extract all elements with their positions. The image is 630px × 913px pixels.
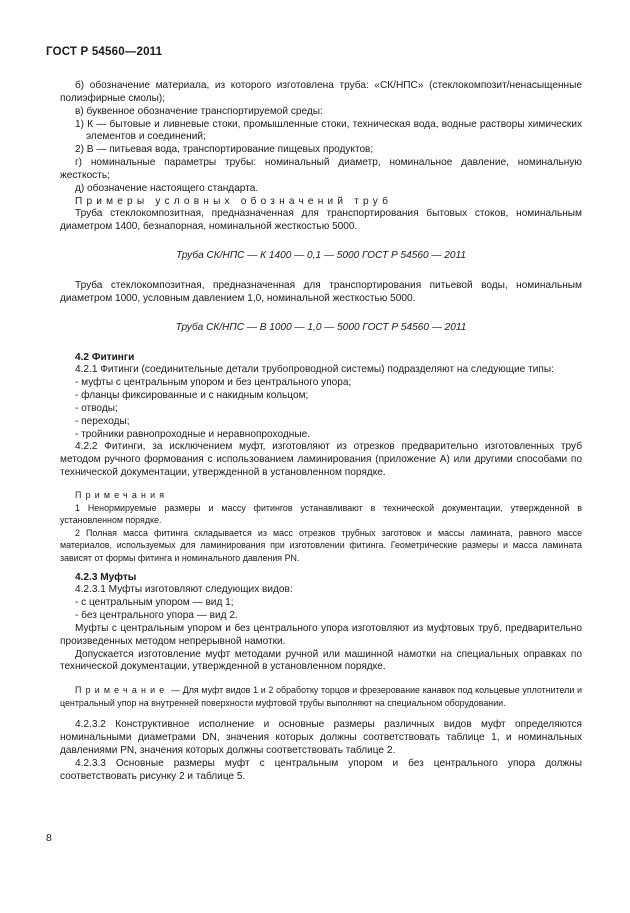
page-number: 8 (46, 832, 52, 844)
paragraph-4-2-3-1: 4.2.3.1 Муфты изготовляют следующих видов: (75, 584, 293, 596)
note-couplings (60, 684, 582, 709)
section-heading-4-2-3: 4.2.3 Муфты (75, 571, 137, 583)
paragraph-4-2-3-3: 4.2.3.3 Основные размеры муфт с центральным упором и без центрального упора должны соответствовать рисунку 2 и таблице 5. (60, 757, 582, 782)
section-heading-4-2: 4.2 Фитинги (75, 351, 135, 363)
note-label: Примечание (75, 685, 169, 696)
paragraph-couplings-production: Муфты с центральным упором и без центрального упора изготовляют из муфтовых труб, предварительно произведенных методом непрерывной намотки. (60, 622, 582, 647)
paragraph-couplings-manual: Допускается изготовление муфт методами ручной или машинной намотки на специальных оправках по технической документации, утвержденной в установленном порядке. (60, 648, 582, 673)
list-item: - переходы; (75, 415, 130, 427)
list-item: - тройники равнопроходные и неравнопроходные. (75, 428, 310, 440)
paragraph-4-2-2: 4.2.2 Фитинги, за исключением муфт, изготовляют из отрезков предварительно изготовленных труб методом ручного формования с использованием ламинирования (приложение А) или другими способами по технической документации, утвержденной в установленном порядке. (60, 441, 582, 479)
paragraph-params: г) номинальные параметры трубы: номинальный диаметр, номинальное давление, номинальную жесткость; (60, 157, 582, 181)
note-text: — Для муфт видов 1 и 2 обработку торцов и фрезерование канавок под кольцевые уплотнители и центральный упор на внутренней поверхности муфтовой трубы выполняют на специальном оборудовании. (60, 685, 582, 708)
list-item-v: 2) В — питьевая вода, транспортирование пищевых продуктов; (75, 144, 374, 156)
designation-example-1: Труба СК/НПС — К 1400 — 0,1 — 5000 ГОСТ Р 54560 — 2011 (176, 250, 466, 262)
designation-example-2: Труба СК/НПС — В 1000 — 1,0 — 5000 ГОСТ Р 54560 — 2011 (175, 321, 467, 333)
paragraph-material: б) обозначение материала, из которого изготовлена труба: «СК/НПС» (стеклокомпозит/ненасыщенные полиэфирные смолы); (60, 80, 582, 104)
list-item: - отводы; (75, 402, 118, 414)
list-item: - муфты с центральным упором и без центрального упора; (75, 377, 352, 389)
list-item: - с центральным упором — вид 1; (75, 597, 234, 609)
page-header: ГОСТ Р 54560—2011 (46, 46, 163, 58)
note-1: 1 Ненормируемые размеры и массу фитингов устанавливают в технической документации, утвержденной в установленном порядке. (60, 502, 582, 526)
paragraph-example-2: Труба стеклокомпозитная, предназначенная для транспортирования питьевой воды, номинальным диаметром 1000, условным давлением 1,0, номинальной жесткостью 5000. (60, 279, 582, 304)
list-item: - без центрального упора — вид 2. (75, 610, 238, 622)
notes-title: Примечания (75, 489, 169, 500)
paragraph-medium: в) буквенное обозначение транспортируемой среды: (75, 105, 323, 117)
list-item-k: 1) К — бытовые и ливневые стоки, промышленные стоки, техническая вода, водные растворы химических элементов и соединений; (75, 118, 582, 143)
paragraph-4-2-1: 4.2.1 Фитинги (соединительные детали трубопроводной системы) подразделяют на следующие типы: (75, 364, 554, 376)
note-2: 2 Полная масса фитинга складывается из масс отрезков трубных заготовок и массы ламината, равного массе материалов, используемых для ламинирования при изготовлении фитинга. Геометрические размеры и масса ламината зависят от формы фитинга и номинального давления PN. (60, 527, 582, 563)
paragraph-4-2-3-2: 4.2.3.2 Конструктивное исполнение и основные размеры различных видов муфт определяются номинальными диаметрами DN, значения которых должны соответствовать таблице 1, и номинальных давлениями PN, значения которых должны соответствовать таблице 2. (60, 719, 582, 757)
paragraph-example-1: Труба стеклокомпозитная, предназначенная для транспортирования бытовых стоков, номинальным диаметром 1400, безнапорная, номинальной жесткостью 5000. (60, 208, 582, 233)
paragraph-standard: д) обозначение настоящего стандарта. (75, 182, 259, 194)
examples-heading: Примеры условных обозначений труб (75, 195, 393, 207)
body-text (60, 80, 582, 784)
list-item: - фланцы фиксированные и с накидным кольцом; (75, 390, 309, 402)
